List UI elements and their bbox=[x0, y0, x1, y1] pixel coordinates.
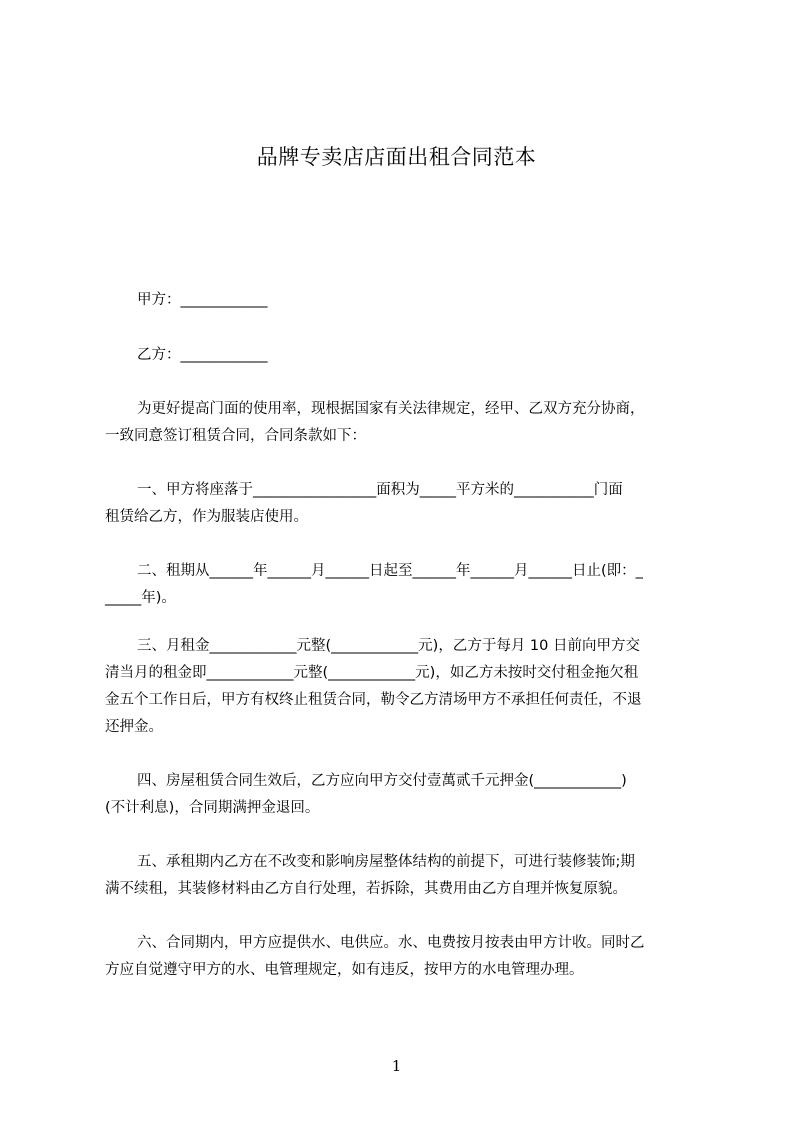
clause-6-line: 方应自觉遵守甲方的水、电管理规定，如有违反，按甲方的水电管理办理。 bbox=[105, 962, 584, 978]
intro-line: 为更好提高门面的使用率，现根据国家有关法律规定，经甲、乙双方充分协商， bbox=[137, 401, 645, 417]
clause-4-line: (不计利息)，合同期满押金退回。 bbox=[105, 800, 320, 816]
clause-5-line: 五、承租期内乙方在不改变和影响房屋整体结构的前提下，可进行装修装饰;期 bbox=[137, 854, 635, 870]
clause-1-line: 一、甲方将座落于_________________面积为_____平方米的___________门面 bbox=[137, 482, 623, 498]
clause-3-line: 金五个工作日后，甲方有权终止租赁合同，勒令乙方清场甲方不承担任何责任，不退 bbox=[105, 692, 642, 708]
document-title: 品牌专卖店店面出租合同范本 bbox=[256, 145, 537, 169]
clause-1-line: 租赁给乙方，作为服装店使用。 bbox=[105, 509, 308, 525]
clause-3-line: 清当月的租金即____________元整(____________元)，如乙方未按时交付租金拖欠租 bbox=[105, 665, 639, 681]
intro-line: 一致同意签订租赁合同，合同条款如下： bbox=[105, 428, 366, 444]
page-number: 1 bbox=[391, 1057, 402, 1075]
clause-6-line: 六、合同期内，甲方应提供水、电供应。水、电费按月按表由甲方计收。同时乙 bbox=[137, 935, 645, 951]
clause-5-line: 满不续租，其装修材料由乙方自行处理，若拆除，其费用由乙方自理并恢复原貌。 bbox=[105, 881, 627, 897]
party-a-line: 甲方：____________ bbox=[137, 292, 268, 308]
party-b-line: 乙方：____________ bbox=[137, 347, 268, 363]
clause-2-line: 二、租期从______年______月______日起至______年______月______日止(即：_ bbox=[137, 563, 643, 579]
clause-3-line: 三、月租金____________元整(____________元)，乙方于每月 10 日前向甲方交 bbox=[137, 638, 640, 654]
clause-3-line: 还押金。 bbox=[105, 719, 163, 735]
clause-4-line: 四、房屋租赁合同生效后，乙方应向甲方交付壹萬贰千元押金(____________) bbox=[137, 773, 627, 789]
clause-2-line: _____年)。 bbox=[105, 590, 176, 606]
